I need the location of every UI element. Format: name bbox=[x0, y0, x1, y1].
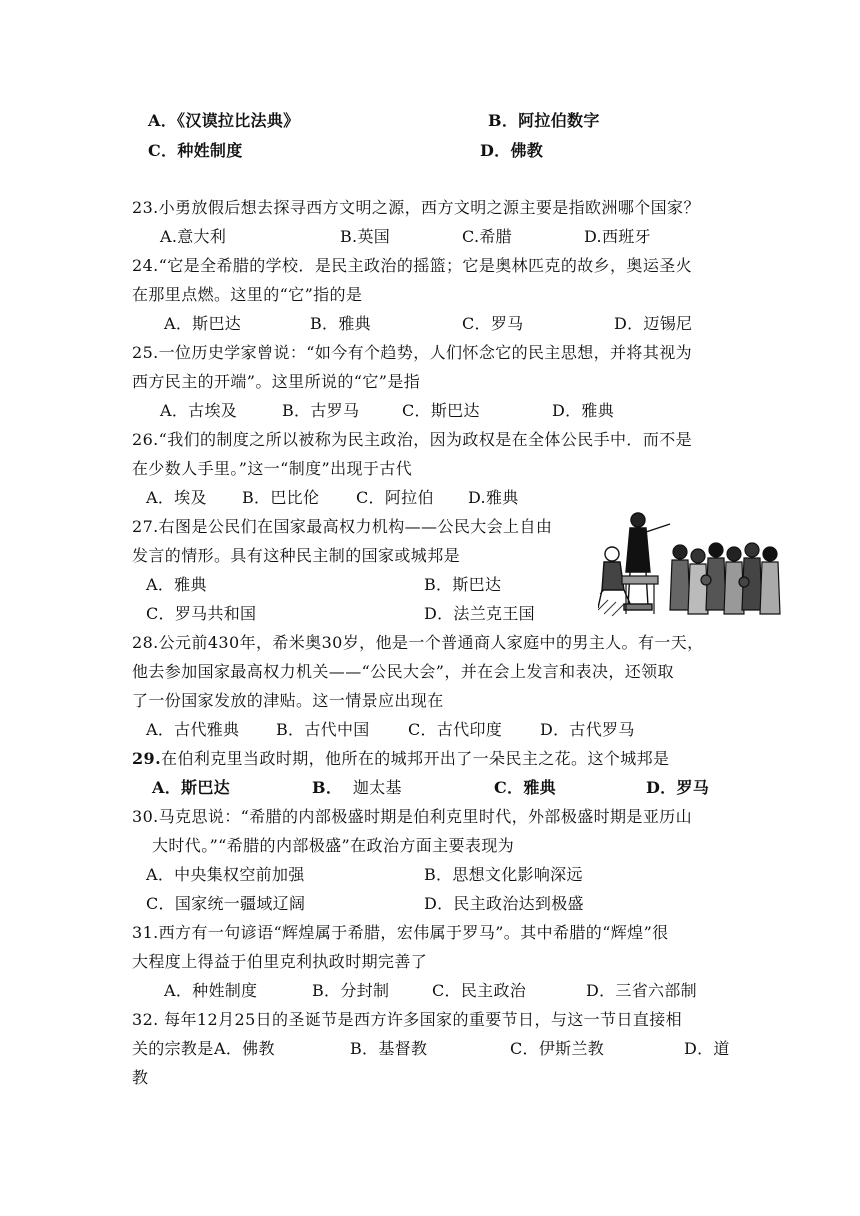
q30-option-d: D．民主政治达到极盛 bbox=[424, 894, 584, 913]
q22-option-c: C．种姓制度 bbox=[148, 141, 243, 160]
q29-stem-text: 在伯利克里当政时期，他所在的城邦开出了一朵民主之花。这个城邦是 bbox=[161, 749, 670, 768]
q26-stem-line2: 在少数人手里。”这一“制度”出现于古代 bbox=[132, 459, 413, 478]
q30-option-a: A．中央集权空前加强 bbox=[146, 865, 305, 884]
q25-stem-line1: 25.一位历史学家曾说：“如今有个趋势，人们怀念它的民主思想，并将其视为 bbox=[132, 343, 693, 362]
q24-stem-line1: 24.“它是全希腊的学校．是民主政治的摇篮；它是奥林匹克的故乡，奥运圣火 bbox=[132, 256, 693, 275]
q26-option-d: D.雅典 bbox=[468, 488, 519, 507]
q25-option-d: D．雅典 bbox=[552, 401, 615, 420]
q25-option-b: B．古罗马 bbox=[282, 401, 360, 420]
q32-option-d: D．道 bbox=[684, 1039, 730, 1058]
q29-option-b-label: B． bbox=[312, 778, 343, 797]
q26-option-b: B．巴比伦 bbox=[242, 488, 320, 507]
q24-option-a: A．斯巴达 bbox=[164, 314, 242, 333]
q32-option-a: A．佛教 bbox=[214, 1039, 275, 1058]
q32-option-c: C．伊斯兰教 bbox=[510, 1039, 605, 1058]
q31-stem-line2: 大程度上得益于伯里克利执政时期完善了 bbox=[132, 952, 428, 971]
q31-option-a: A．种姓制度 bbox=[164, 981, 258, 1000]
q30-stem-line1: 30.马克思说：“希腊的内部极盛时期是伯利克里时代，外部极盛时期是亚历山 bbox=[132, 807, 693, 826]
q31-option-d: D．三省六部制 bbox=[586, 981, 697, 1000]
q32-option-d-continued: 教 bbox=[132, 1068, 149, 1087]
q28-stem-line3: 了一份国家发放的津贴。这一情景应出现在 bbox=[132, 691, 444, 710]
q22-option-d: D．佛教 bbox=[480, 141, 544, 160]
q22-option-a: A．《汉谟拉比法典》 bbox=[148, 111, 300, 130]
q29-option-b-text: 迦太基 bbox=[352, 778, 402, 797]
q31-stem-line1: 31.西方有一句谚语“辉煌属于希腊，宏伟属于罗马”。其中希腊的“辉煌”很 bbox=[132, 923, 669, 942]
q28-option-c: C．古代印度 bbox=[408, 720, 503, 739]
q27-option-c: C．罗马共和国 bbox=[146, 604, 257, 623]
q29-option-a: A．斯巴达 bbox=[152, 778, 230, 797]
q32-stem-line1: 32. 每年12月25日的圣诞节是西方许多国家的重要节日，与这一节日直接相 bbox=[132, 1010, 683, 1029]
q28-option-b: B．古代中国 bbox=[276, 720, 370, 739]
q27-option-d: D．法兰克王国 bbox=[424, 604, 535, 623]
q29-number: 29. bbox=[132, 749, 162, 768]
q29-option-c: C．雅典 bbox=[494, 778, 556, 797]
q22-option-b: B．阿拉伯数字 bbox=[488, 111, 600, 130]
q29-option-b bbox=[312, 777, 402, 799]
q28-option-d: D．古代罗马 bbox=[540, 720, 635, 739]
q23-option-b: B.英国 bbox=[340, 227, 391, 246]
q30-option-b: B．思想文化影响深远 bbox=[424, 865, 583, 884]
q27-option-a: A．雅典 bbox=[146, 575, 207, 594]
q29-option-d: D．罗马 bbox=[646, 778, 710, 797]
q25-option-a: A．古埃及 bbox=[160, 401, 238, 420]
q23-option-c: C.希腊 bbox=[462, 227, 512, 246]
q27-option-b: B．斯巴达 bbox=[424, 575, 502, 594]
q32-stem-line2-prefix: 关的宗教是 bbox=[132, 1039, 214, 1058]
q23-stem: 23.小勇放假后想去探寻西方文明之源，西方文明之源主要是指欧洲哪个国家？ bbox=[132, 198, 700, 217]
q24-option-d: D．迈锡尼 bbox=[614, 314, 693, 333]
q28-option-a: A．古代雅典 bbox=[146, 720, 240, 739]
q29-stem bbox=[132, 748, 669, 770]
q32-option-b: B．基督教 bbox=[350, 1039, 428, 1058]
q26-option-a: A．埃及 bbox=[146, 488, 207, 507]
q26-option-c: C．阿拉伯 bbox=[356, 488, 434, 507]
q28-stem-line2: 他去参加国家最高权力机关——“公民大会”，并在会上发言和表决，还领取 bbox=[132, 662, 674, 681]
q24-stem-line2: 在那里点燃。这里的“它”指的是 bbox=[132, 285, 363, 304]
q23-option-d: D.西班牙 bbox=[584, 227, 651, 246]
q30-option-c: C．国家统一疆域辽阔 bbox=[146, 894, 306, 913]
q24-option-b: B．雅典 bbox=[310, 314, 371, 333]
q28-stem-line1: 28.公元前430年，希米奥30岁，他是一个普通商人家庭中的男主人。有一天， bbox=[132, 633, 704, 652]
q25-stem-line2: 西方民主的开端”。这里所说的“它”是指 bbox=[132, 372, 421, 391]
assembly-illustration bbox=[598, 510, 788, 620]
q23-option-a: A.意大利 bbox=[160, 227, 227, 246]
q30-stem-line2: 大时代。”“希腊的内部极盛”在政治方面主要表现为 bbox=[152, 836, 515, 855]
q25-option-c: C．斯巴达 bbox=[402, 401, 480, 420]
q31-option-c: C．民主政治 bbox=[432, 981, 527, 1000]
q27-stem-line2: 发言的情形。具有这种民主制的国家或城邦是 bbox=[132, 546, 461, 565]
q27-stem-line1: 27.右图是公民们在国家最高权力机构——公民大会上自由 bbox=[132, 517, 553, 536]
q26-stem-line1: 26.“我们的制度之所以被称为民主政治，因为政权是在全体公民手中．而不是 bbox=[132, 430, 693, 449]
q31-option-b: B．分封制 bbox=[312, 981, 390, 1000]
q24-option-c: C．罗马 bbox=[462, 314, 524, 333]
